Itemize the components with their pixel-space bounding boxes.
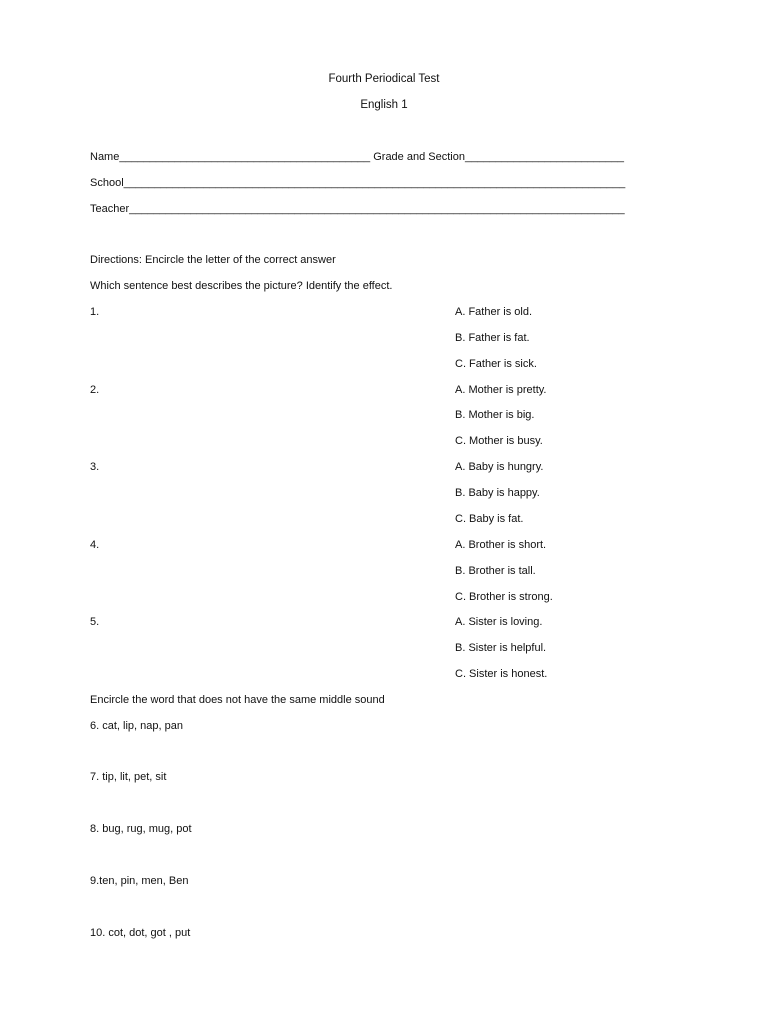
word-item: 8. bug, rug, mug, pot xyxy=(90,823,192,835)
question-number: 4. xyxy=(90,539,100,551)
part2-instruction: Encircle the word that does not have the same middle sound xyxy=(90,694,385,706)
answer-choice: A. Father is old. xyxy=(455,306,533,318)
teacher-field: Teacher_________________________________________________________________________________ xyxy=(90,203,625,215)
question-number: 3. xyxy=(90,461,100,473)
answer-choice: A. Baby is hungry. xyxy=(455,461,544,473)
answer-choice: C. Brother is strong. xyxy=(455,591,553,603)
answer-choice: B. Sister is helpful. xyxy=(455,642,547,654)
word-item: 9.ten, pin, men, Ben xyxy=(90,875,189,887)
test-subject: English 1 xyxy=(360,99,408,111)
answer-choice: C. Baby is fat. xyxy=(455,513,524,525)
word-item: 10. cot, dot, got , put xyxy=(90,927,191,939)
school-field: School__________________________________________________________________________________ xyxy=(90,177,626,189)
answer-choice: C. Sister is honest. xyxy=(455,668,548,680)
question-number: 1. xyxy=(90,306,100,318)
answer-choice: B. Baby is happy. xyxy=(455,487,540,499)
answer-choice: A. Sister is loving. xyxy=(455,616,543,628)
answer-choice: C. Father is sick. xyxy=(455,358,537,370)
word-item: 7. tip, lit, pet, sit xyxy=(90,771,167,783)
question-number: 5. xyxy=(90,616,100,628)
word-item: 6. cat, lip, nap, pan xyxy=(90,720,183,732)
name-grade-section-field: Name_________________________________________ Grade and Section__________________________ xyxy=(90,151,625,163)
part1-instruction: Which sentence best describes the picture? Identify the effect. xyxy=(90,280,393,292)
test-title: Fourth Periodical Test xyxy=(328,73,440,85)
answer-choice: C. Mother is busy. xyxy=(455,435,543,447)
answer-choice: B. Father is fat. xyxy=(455,332,530,344)
answer-choice: A. Brother is short. xyxy=(455,539,547,551)
answer-choice: A. Mother is pretty. xyxy=(455,384,547,396)
directions-text: Directions: Encircle the letter of the correct answer xyxy=(90,254,336,266)
answer-choice: B. Brother is tall. xyxy=(455,565,536,577)
question-number: 2. xyxy=(90,384,100,396)
answer-choice: B. Mother is big. xyxy=(455,409,535,421)
